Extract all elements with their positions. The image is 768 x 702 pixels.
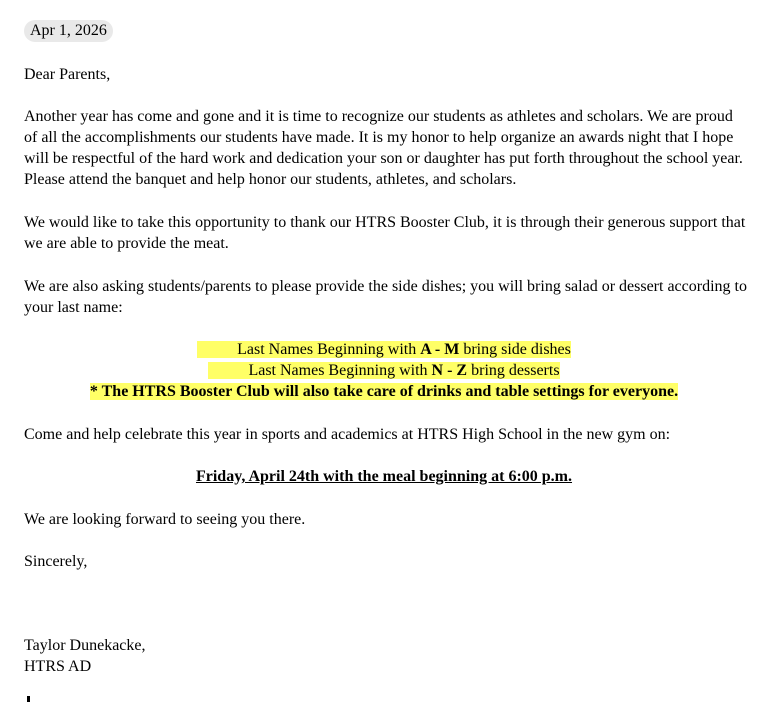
assignment-range: A - M: [420, 341, 460, 358]
assignment-line-lead: Last Names Beginning with: [208, 362, 432, 379]
assignment-range: N - Z: [431, 362, 468, 379]
salutation: Dear Parents,: [24, 66, 111, 83]
assignment-block: [24, 339, 744, 402]
event-date-line: Friday, April 24th with the meal beginning at 6:00 p.m.: [195, 468, 573, 485]
assignment-line-tail: bring side dishes: [459, 341, 571, 358]
signer-title: HTRS AD: [24, 658, 92, 675]
body-paragraph-request: We are also asking students/parents to please provide the side dishes; you will bring salad or dessert according to your last name:: [24, 278, 747, 316]
booster-club-note-text: * The HTRS Booster Club will also take care of drinks and table settings for everyone.: [89, 383, 679, 400]
date-chip[interactable]: Apr 1, 2026: [24, 20, 113, 42]
booster-club-note: [24, 381, 744, 402]
closing-salutation: Sincerely,: [24, 553, 88, 570]
body-paragraph-invite: Come and help celebrate this year in sports and academics at HTRS High School in the new gym on:: [24, 426, 671, 443]
assignment-line-tail: bring desserts: [467, 362, 560, 379]
text-cursor: [27, 696, 30, 702]
body-paragraph-intro: Another year has come and gone and it is time to recognize our students as athletes and scholars. We are proud of all the accomplishments our students have made. It is my honor to help organize an awards night that I hope will be respectful of the hard work and dedication your son or daughter has put forth throughout the school year. Please attend the banquet and help honor our students, athletes, and scholars.: [24, 108, 743, 188]
assignment-line-lead: Last Names Beginning with: [197, 341, 421, 358]
body-paragraph-closing: We are looking forward to seeing you there.: [24, 511, 306, 528]
signer-name: Taylor Dunekacke,: [24, 637, 146, 654]
assignment-line-side-dishes: [24, 339, 744, 360]
assignment-line-desserts: [24, 360, 744, 381]
body-paragraph-thanks: We would like to take this opportunity to thank our HTRS Booster Club, it is through their generous support that we are able to provide the meat.: [24, 214, 746, 252]
